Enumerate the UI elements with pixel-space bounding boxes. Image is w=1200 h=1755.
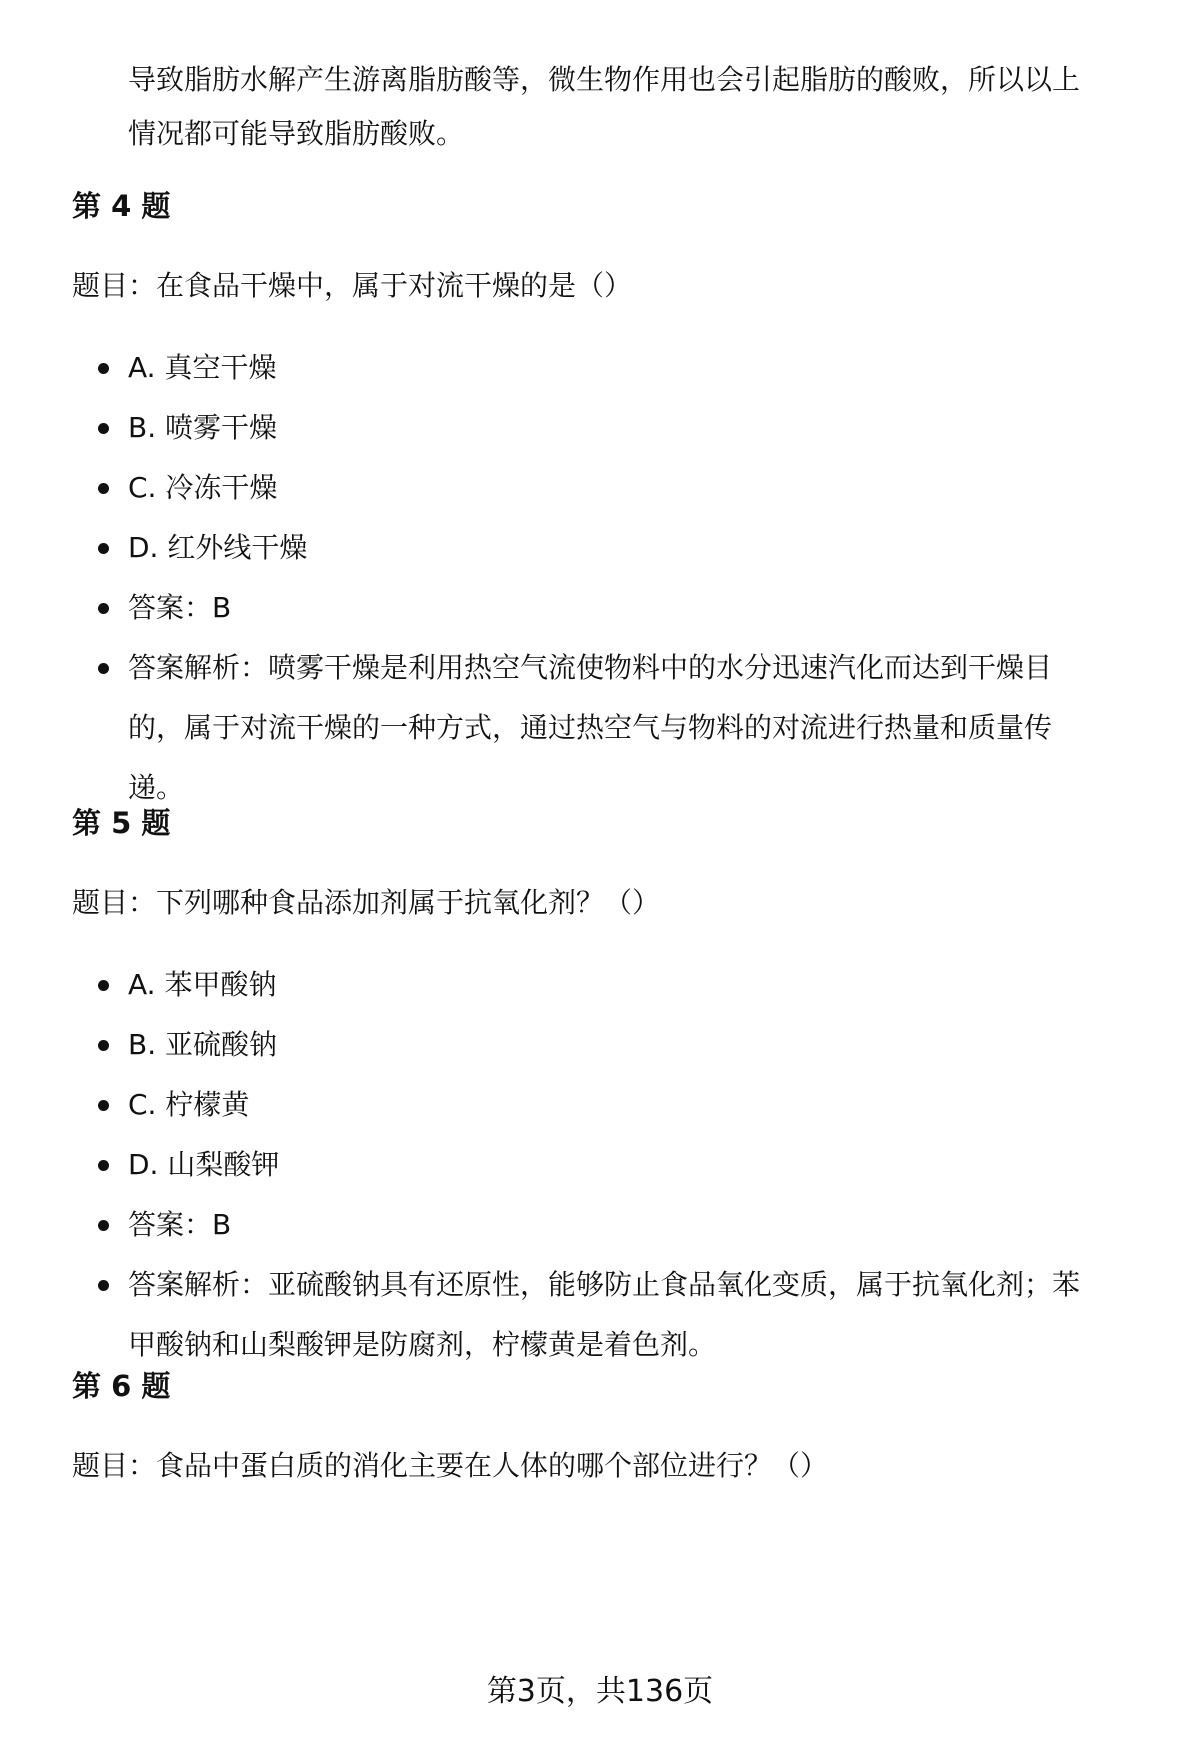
option-item — [0, 518, 1200, 578]
continuation-line: 导致脂肪水解产生游离脂肪酸等，微生物作用也会引起脂肪的酸败，所以以上 — [128, 63, 1081, 96]
question-4-options — [0, 338, 1200, 818]
answer-label: 答案：B — [128, 1208, 232, 1241]
bullet-icon — [98, 1220, 109, 1231]
question-4-title: 第 4 题 — [72, 189, 171, 223]
answer-item — [0, 578, 1200, 638]
option-label: D. 红外线干燥 — [128, 531, 308, 564]
bullet-icon — [98, 1280, 109, 1291]
question-5-title: 第 5 题 — [72, 806, 171, 840]
bullet-icon — [98, 603, 109, 614]
explanation-line: 甲酸钠和山梨酸钾是防腐剂，柠檬黄是着色剂。 — [128, 1328, 717, 1361]
option-label: D. 山梨酸钾 — [128, 1148, 280, 1181]
option-label: B. 亚硫酸钠 — [128, 1028, 278, 1061]
explanation-line: 递。 — [128, 771, 185, 804]
explanation-line: 答案解析：亚硫酸钠具有还原性，能够防止食品氧化变质，属于抗氧化剂；苯 — [128, 1268, 1081, 1301]
bullet-icon — [98, 1040, 109, 1051]
option-label: B. 喷雾干燥 — [128, 411, 278, 444]
bullet-icon — [98, 663, 109, 674]
option-item — [0, 955, 1200, 1015]
option-label: C. 冷冻干燥 — [128, 471, 278, 504]
bullet-icon — [98, 980, 109, 991]
option-item — [0, 1015, 1200, 1075]
explanation-item — [0, 638, 1200, 818]
option-item — [0, 398, 1200, 458]
continuation-line: 情况都可能导致脂肪酸败。 — [128, 117, 465, 150]
bullet-icon — [98, 483, 109, 494]
bullet-icon — [98, 423, 109, 434]
option-item — [0, 338, 1200, 398]
option-label: A. 真空干燥 — [128, 351, 277, 384]
question-6-text: 题目：食品中蛋白质的消化主要在人体的哪个部位进行？（） — [72, 1449, 829, 1482]
explanation-line: 的，属于对流干燥的一种方式，通过热空气与物料的对流进行热量和质量传 — [128, 711, 1053, 744]
explanation-text — [128, 1255, 1138, 1375]
explanation-line: 答案解析：喷雾干燥是利用热空气流使物料中的水分迅速汽化而达到干燥目 — [128, 651, 1053, 684]
answer-label: 答案：B — [128, 591, 232, 624]
question-6-title: 第 6 题 — [72, 1369, 171, 1403]
question-5-text: 题目：下列哪种食品添加剂属于抗氧化剂？（） — [72, 886, 661, 919]
page-number: 第3页，共136页 — [486, 1674, 714, 1709]
explanation-item — [0, 1255, 1200, 1375]
option-label: C. 柠檬黄 — [128, 1088, 250, 1121]
question-5-options — [0, 955, 1200, 1375]
bullet-icon — [98, 1160, 109, 1171]
bullet-icon — [98, 1100, 109, 1111]
option-item — [0, 1075, 1200, 1135]
explanation-text — [128, 638, 1138, 818]
option-item — [0, 1135, 1200, 1195]
question-4-text: 题目：在食品干燥中，属于对流干燥的是（） — [72, 269, 633, 302]
bullet-icon — [98, 363, 109, 374]
bullet-icon — [98, 543, 109, 554]
option-item — [0, 458, 1200, 518]
answer-item — [0, 1195, 1200, 1255]
option-label: A. 苯甲酸钠 — [128, 968, 277, 1001]
